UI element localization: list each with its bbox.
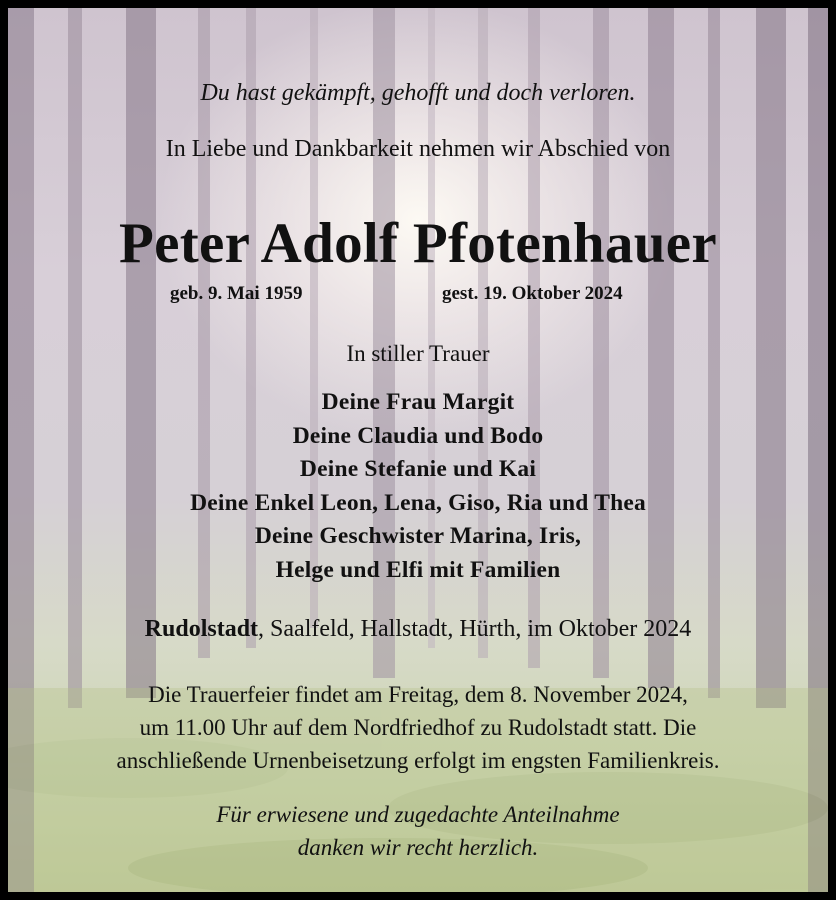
ceremony-info — [8, 678, 828, 777]
survivor-line: Deine Stefanie und Kai — [299, 456, 537, 482]
motto: Du hast gekämpft, gehofft und doch verloren. — [200, 80, 636, 106]
survivor-line: Deine Enkel Leon, Lena, Giso, Ria und Thea — [190, 489, 646, 516]
mourning-line: In stiller Trauer — [346, 341, 490, 366]
place-date-line — [8, 616, 828, 643]
death-date: gest. 19. Oktober 2024 — [442, 283, 623, 304]
place-rest: , Saalfeld, Hallstadt, Hürth, im Oktober 2024 — [258, 616, 692, 642]
thanks-line: danken wir recht herzlich. — [297, 835, 539, 860]
ceremony-line: anschließende Urnenbeisetzung erfolgt im engsten Familienkreis. — [116, 748, 720, 773]
survivor-line: Deine Frau Margit — [321, 389, 515, 415]
ceremony-line: um 11.00 Uhr auf dem Nordfriedhof zu Rudolstadt statt. Die — [139, 715, 697, 740]
birth-date: geb. 9. Mai 1959 — [170, 283, 303, 304]
survivor-line: Helge und Elfi mit Familien — [275, 556, 561, 583]
thanks-line: Für erwiesene und zugedachte Anteilnahme — [216, 802, 620, 827]
survivor-line: Deine Claudia und Bodo — [292, 422, 544, 449]
thanks-note — [8, 798, 828, 864]
deceased-name: Peter Adolf Pfotenhauer — [119, 212, 717, 275]
survivor-line: Deine Geschwister Marina, Iris, — [254, 523, 582, 549]
obituary-text — [8, 8, 828, 892]
place-primary: Rudolstadt — [144, 616, 259, 642]
ceremony-line: Die Trauerfeier findet am Freitag, dem 8. November 2024, — [148, 682, 688, 707]
obituary-card — [8, 8, 828, 892]
survivors-list — [8, 386, 828, 587]
intro-line: In Liebe und Dankbarkeit nehmen wir Abschied von — [165, 136, 671, 162]
